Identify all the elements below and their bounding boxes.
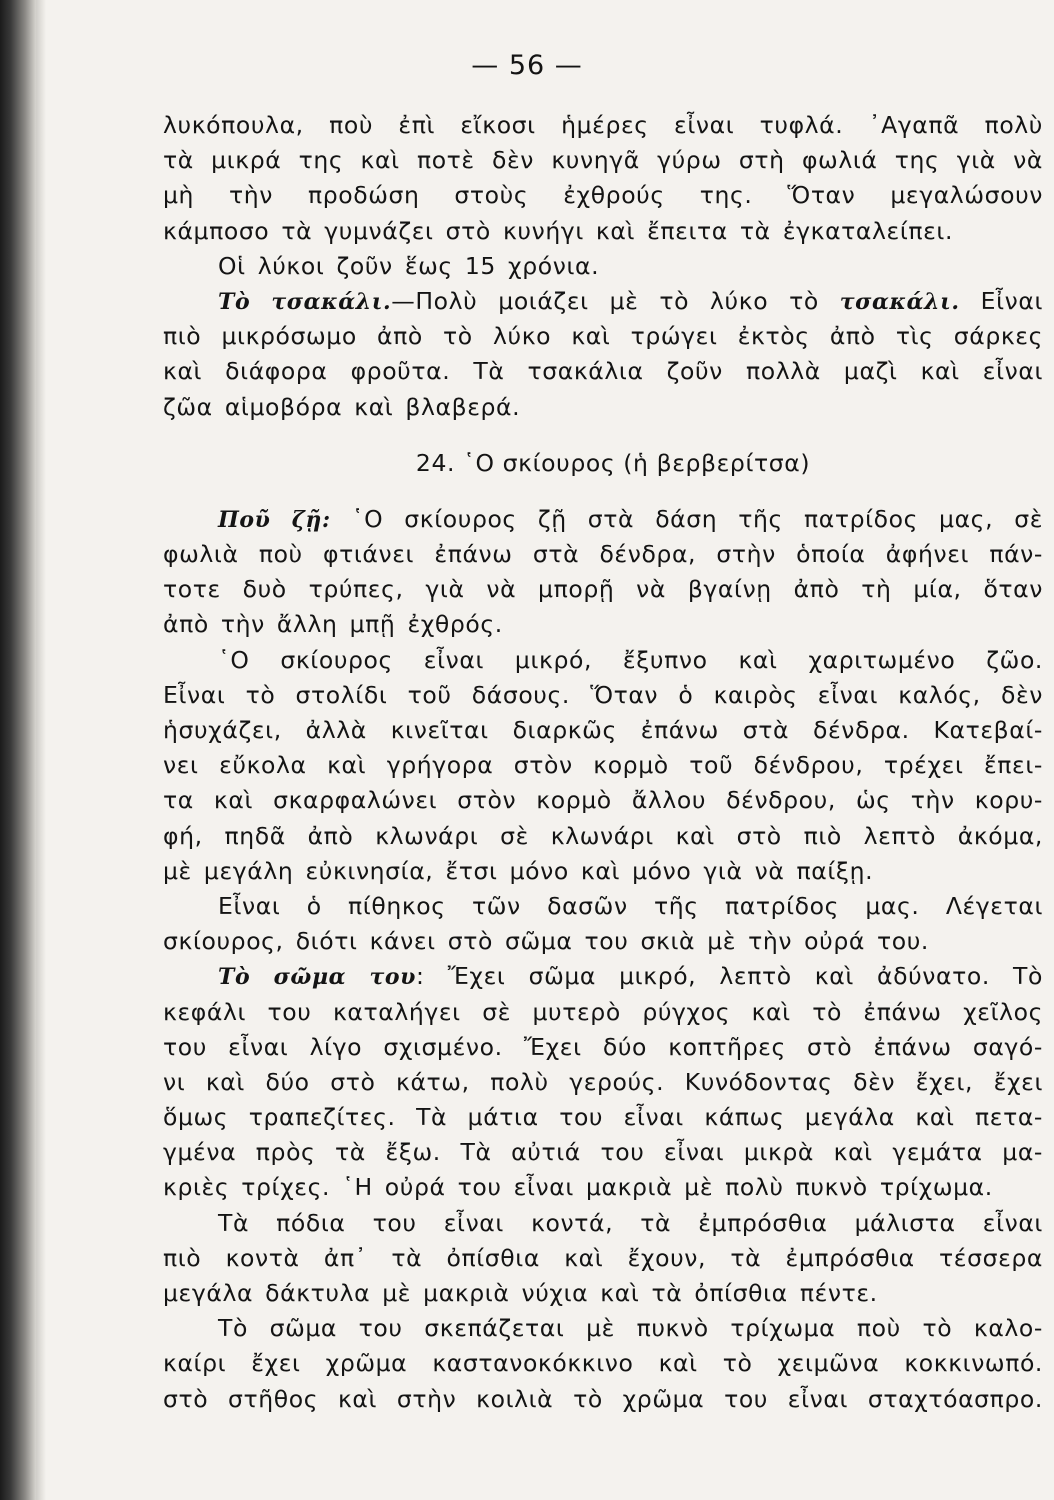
text-line: πιὸ κοντὰ ἀπ᾿ τὰ ὀπίσθια καὶ ἔχουν, τὰ ἐμπρόσθια τέσσερα	[163, 1243, 1043, 1272]
text-line: κεφάλι του καταλήγει σὲ μυτερὸ ρύγχος καὶ τὸ ἐπάνω χεῖλος	[163, 997, 1043, 1026]
text-line: λυκόπουλα, ποὺ ἐπὶ εἴκοσι ἡμέρες εἶναι τυφλά. ᾿Αγαπᾶ πολὺ	[163, 111, 1043, 139]
text-line: του εἶναι λίγο σχισμένο. Ἔχει δύο κοπτῆρες στὸ ἐπάνω σαγό-	[163, 1032, 1043, 1061]
text-line: στὸ στῆθος καὶ στὴν κοιλιὰ τὸ χρῶμα του εἶναι σταχτόασπρο.	[163, 1384, 1043, 1413]
text-line: μὲ μεγάλη εὐκινησία, ἔτσι μόνο καὶ μόνο γιὰ νὰ παίξῃ.	[163, 856, 874, 885]
text-line: σκίουρος, διότι κάνει στὸ σῶμα του σκιὰ μὲ τὴν οὐρά του.	[163, 927, 930, 956]
text-line: τὰ μικρά της καὶ ποτὲ δὲν κυνηγᾶ γύρω στὴ φωλιά της γιὰ νὰ	[163, 146, 1043, 175]
page-gutter	[36, 0, 46, 1500]
text-span: : Ἔχει σῶμα μικρό, λεπτὸ καὶ ἀδύνατο. Τὸ	[416, 962, 1043, 991]
text-line: τοτε δυὸ τρύπες, γιὰ νὰ μπορῇ νὰ βγαίνῃ ἀπὸ τὴ μία, ὅταν	[163, 575, 1043, 604]
text-line: ῾Ο σκίουρος εἶναι μικρό, ἔξυπνο καὶ χαριτωμένο ζῶο.	[218, 645, 1043, 674]
text-line: ζῶα αἱμοβόρα καὶ βλαβερά.	[163, 392, 521, 421]
text-line: Εἶναι ὁ πίθηκος τῶν δασῶν τῆς πατρίδος μας. Λέγεται	[218, 891, 1043, 920]
subsection-lead: Τὸ τσακάλι.	[218, 288, 392, 315]
subsection-lead: Ποῦ ζῇ:	[218, 506, 331, 533]
emphasized-word: τσακάλι.	[839, 288, 960, 315]
text-line: Τὸ σῶμα του σκεπάζεται μὲ πυκνὸ τρίχωμα ποὺ τὸ καλο-	[218, 1314, 1043, 1343]
text-span: ῾Ο σκίουρος ζῇ στὰ δάση τῆς πατρίδος μας, σὲ	[330, 504, 1043, 533]
text-line: φή, πηδᾶ ἀπὸ κλωνάρι σὲ κλωνάρι καὶ στὸ πιὸ λεπτὸ ἀκόμα,	[163, 821, 1043, 850]
text-line: καίρι ἔχει χρῶμα καστανοκόκκινο καὶ τὸ χειμῶνα κοκκινωπό.	[163, 1349, 1043, 1378]
text-line: ἀπὸ τὴν ἄλλη μπῇ ἐχθρός.	[163, 610, 503, 639]
text-line: κριὲς τρίχες. ῾Η οὐρά του εἶναι μακριὰ μὲ πολὺ πυκνὸ τρίχωμα.	[163, 1173, 993, 1202]
section-heading: 24. ῾Ο σκίουρος (ἡ βερβερίτσα)	[415, 448, 811, 477]
text-line: κάμποσο τὰ γυμνάζει στὸ κυνήγι καὶ ἔπειτα τὰ ἐγκαταλείπει.	[163, 216, 954, 245]
text-line-with-emphasis	[163, 959, 1043, 994]
text-line-with-emphasis	[163, 502, 1043, 537]
text-line: μὴ τὴν προδώση στοὺς ἐχθρούς της. Ὅταν μεγαλώσουν	[163, 181, 1043, 210]
subsection-lead: Τὸ σῶμα του	[218, 964, 417, 991]
text-line: μεγάλα δάκτυλα μὲ μακριὰ νύχια καὶ τὰ ὀπίσθια πέντε.	[163, 1279, 878, 1307]
text-line: πιὸ μικρόσωμο ἀπὸ τὸ λύκο καὶ τρώγει ἐκτὸς ἀπὸ τὶς σάρκες	[163, 322, 1043, 351]
text-span: —Πολὺ μοιάζει μὲ τὸ λύκο τὸ	[391, 286, 819, 315]
text-line: Τὰ πόδια του εἶναι κοντά, τὰ ἐμπρόσθια μάλιστα εἶναι	[218, 1208, 1043, 1237]
page-number: — 56 —	[471, 50, 583, 81]
text-line: τα καὶ σκαρφαλώνει στὸν κορμὸ ἄλλου δένδρου, ὡς τὴν κορυ-	[163, 786, 1043, 815]
book-spine-shadow	[0, 0, 36, 1500]
page-body	[163, 108, 1043, 1417]
text-line: καὶ διάφορα φροῦτα. Τὰ τσακάλια ζοῦν πολλὰ μαζὶ καὶ εἶναι	[163, 357, 1043, 386]
text-line: νει εὔκολα καὶ γρήγορα στὸν κορμὸ τοῦ δένδρου, τρέχει ἔπει-	[163, 751, 1043, 780]
text-line-with-emphasis	[163, 284, 1043, 319]
text-line: φωλιὰ ποὺ φτιάνει ἐπάνω στὰ δένδρα, στὴν ὁποία ἀφήνει πάν-	[163, 540, 1043, 569]
text-line: Εἶναι τὸ στολίδι τοῦ δάσους. Ὅταν ὁ καιρὸς εἶναι καλός, δὲν	[163, 680, 1043, 709]
text-line: ὅμως τραπεζίτες. Τὰ μάτια του εἶναι κάπως μεγάλα καὶ πετα-	[163, 1103, 1043, 1132]
text-span: Εἶναι	[980, 286, 1043, 315]
text-line: νι καὶ δύο στὸ κάτω, πολὺ γερούς. Κυνόδοντας δὲν ἔχει, ἔχει	[163, 1067, 1043, 1096]
text-line: Οἱ λύκοι ζοῦν ἕως 15 χρόνια.	[218, 251, 600, 280]
text-line: γμένα πρὸς τὰ ἔξω. Τὰ αὐτιά του εἶναι μικρὰ καὶ γεμάτα μα-	[163, 1138, 1043, 1167]
text-line: ἡσυχάζει, ἀλλὰ κινεῖται διαρκῶς ἐπάνω στὰ δένδρα. Κατεβαί-	[163, 716, 1043, 744]
